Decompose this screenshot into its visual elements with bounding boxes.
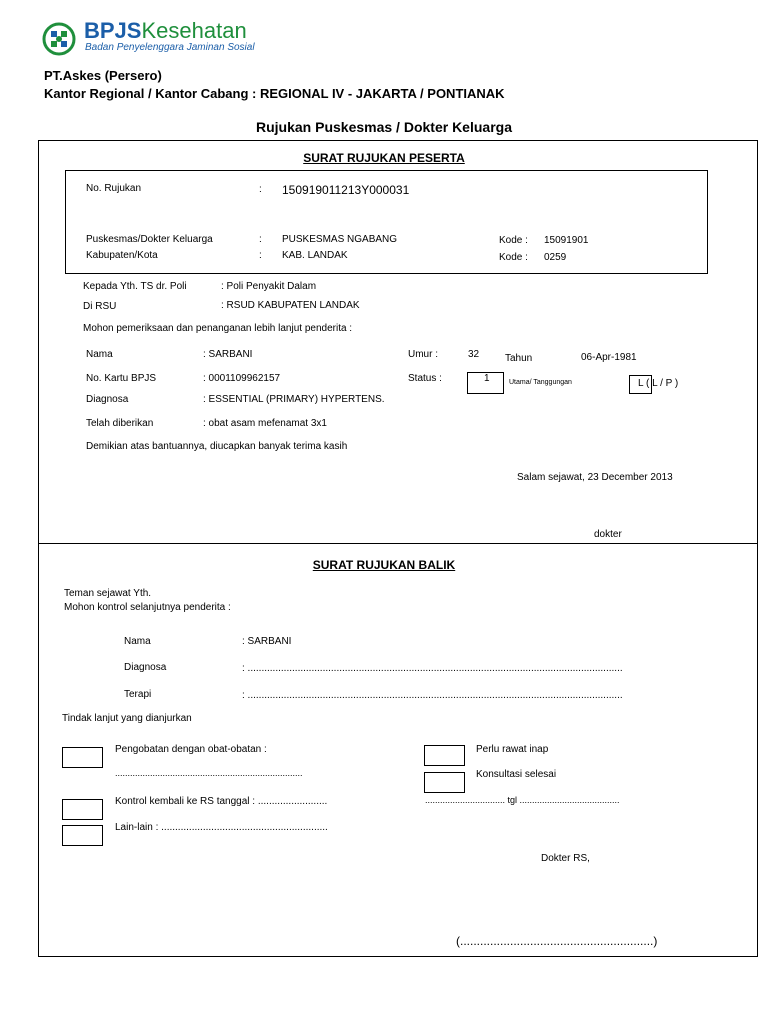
gender-options: ( L / P )	[646, 378, 679, 389]
nama-value: : SARBANI	[203, 349, 253, 360]
opt-konsultasi-label: Konsultasi selesai	[476, 769, 557, 780]
tahun-label: Tahun	[505, 353, 533, 364]
request-control-text: Mohon kontrol selanjutnya penderita :	[64, 602, 231, 613]
balik-terapi-value: : .......................................................................................................................................	[242, 690, 623, 701]
dokter-label: dokter	[594, 529, 622, 540]
opt-lain-label: Lain-lain : ............................................................	[115, 822, 328, 833]
umur-value: 32	[468, 349, 480, 360]
document-title: Rujukan Puskesmas / Dokter Keluarga	[256, 119, 512, 135]
kepada-value: : Poli Penyakit Dalam	[221, 281, 317, 292]
kabupaten-label: Kabupaten/Kota	[86, 250, 158, 261]
puskesmas-sep: :	[259, 234, 262, 245]
logo-name-kesehatan: Kesehatan	[141, 18, 247, 43]
opt-obat-dots: ...........................................................................	[115, 768, 303, 778]
opt-kontrol-label: Kontrol kembali ke RS tanggal : .........................	[115, 796, 328, 807]
diberikan-value: : obat asam mefenamat 3x1	[203, 418, 327, 429]
diagnosa-value: : ESSENTIAL (PRIMARY) HYPERTENS.	[203, 394, 385, 405]
logo-tagline: Badan Penyelenggara Jaminan Sosial	[85, 42, 255, 53]
status-value: 1	[484, 373, 490, 384]
rsu-label: Di RSU	[83, 301, 117, 312]
logo-name-bpjs: BPJS	[84, 18, 142, 43]
kode1-label: Kode :	[499, 235, 528, 246]
back-referral-title: SURAT RUJUKAN BALIK	[312, 558, 456, 572]
bpjs-emblem-icon	[42, 22, 76, 56]
kode1-value: 15091901	[544, 235, 589, 246]
gender-value: L	[638, 378, 644, 389]
greeting-text: Teman sejawat Yth.	[64, 588, 152, 599]
opt-obat-label: Pengobatan dengan obat-obatan :	[115, 744, 267, 755]
balik-nama-value: : SARBANI	[242, 636, 292, 647]
puskesmas-value: PUSKESMAS NGABANG	[282, 234, 398, 245]
diberikan-label: Telah diberikan	[86, 418, 154, 429]
balik-diagnosa-label: Diagnosa	[124, 662, 167, 673]
balik-nama-label: Nama	[124, 636, 151, 647]
no-rujukan-label: No. Rujukan	[86, 183, 142, 194]
kepada-label: Kepada Yth. TS dr. Poli	[83, 281, 187, 292]
diagnosa-label: Diagnosa	[86, 394, 129, 405]
balik-diagnosa-value: : .......................................................................................................................................	[242, 663, 623, 674]
kabupaten-value: KAB. LANDAK	[282, 250, 348, 261]
thanks-text: Demikian atas bantuannya, diucapkan banyak terima kasih	[86, 441, 348, 452]
kartu-value: : 0001109962157	[203, 373, 281, 384]
balik-terapi-label: Terapi	[124, 689, 152, 700]
kartu-label: No. Kartu BPJS	[86, 373, 157, 384]
company-name: PT.Askes (Persero)	[44, 68, 162, 83]
checkbox-konsultasi[interactable]	[424, 772, 465, 793]
puskesmas-label: Puskesmas/Dokter Keluarga	[86, 234, 213, 245]
salam-text: Salam sejawat, 23 December 2013	[517, 472, 673, 483]
no-rujukan-sep: :	[259, 184, 262, 195]
rsu-value: : RSUD KABUPATEN LANDAK	[221, 300, 360, 311]
no-rujukan-value: 150919011213Y000031	[282, 183, 410, 197]
request-text: Mohon pemeriksaan dan penanganan lebih lanjut penderita :	[83, 323, 353, 334]
kabupaten-sep: :	[259, 250, 262, 261]
nama-label: Nama	[86, 349, 113, 360]
kode2-value: 0259	[544, 252, 567, 263]
checkbox-lain[interactable]	[62, 825, 103, 846]
checkbox-kontrol[interactable]	[62, 799, 103, 820]
office-name: Kantor Regional / Kantor Cabang : REGIONAL IV - JAKARTA / PONTIANAK	[44, 86, 505, 101]
kode2-label: Kode :	[499, 252, 528, 263]
checkbox-rawat-inap[interactable]	[424, 745, 465, 766]
signature-line: (..........................................................)	[456, 934, 658, 948]
tindak-label: Tindak lanjut yang dianjurkan	[62, 713, 192, 724]
dob-value: 06-Apr-1981	[581, 352, 637, 363]
tgl-line: ................................ tgl ........................................	[425, 795, 620, 805]
umur-label: Umur :	[408, 349, 438, 360]
status-label: Status :	[408, 373, 442, 384]
checkbox-obat[interactable]	[62, 747, 103, 768]
opt-rawat-label: Perlu rawat inap	[476, 744, 549, 755]
status-caption: Utama/ Tanggungan	[509, 379, 572, 386]
dokter-rs-label: Dokter RS,	[541, 853, 590, 864]
referral-title: SURAT RUJUKAN PESERTA	[303, 151, 465, 165]
